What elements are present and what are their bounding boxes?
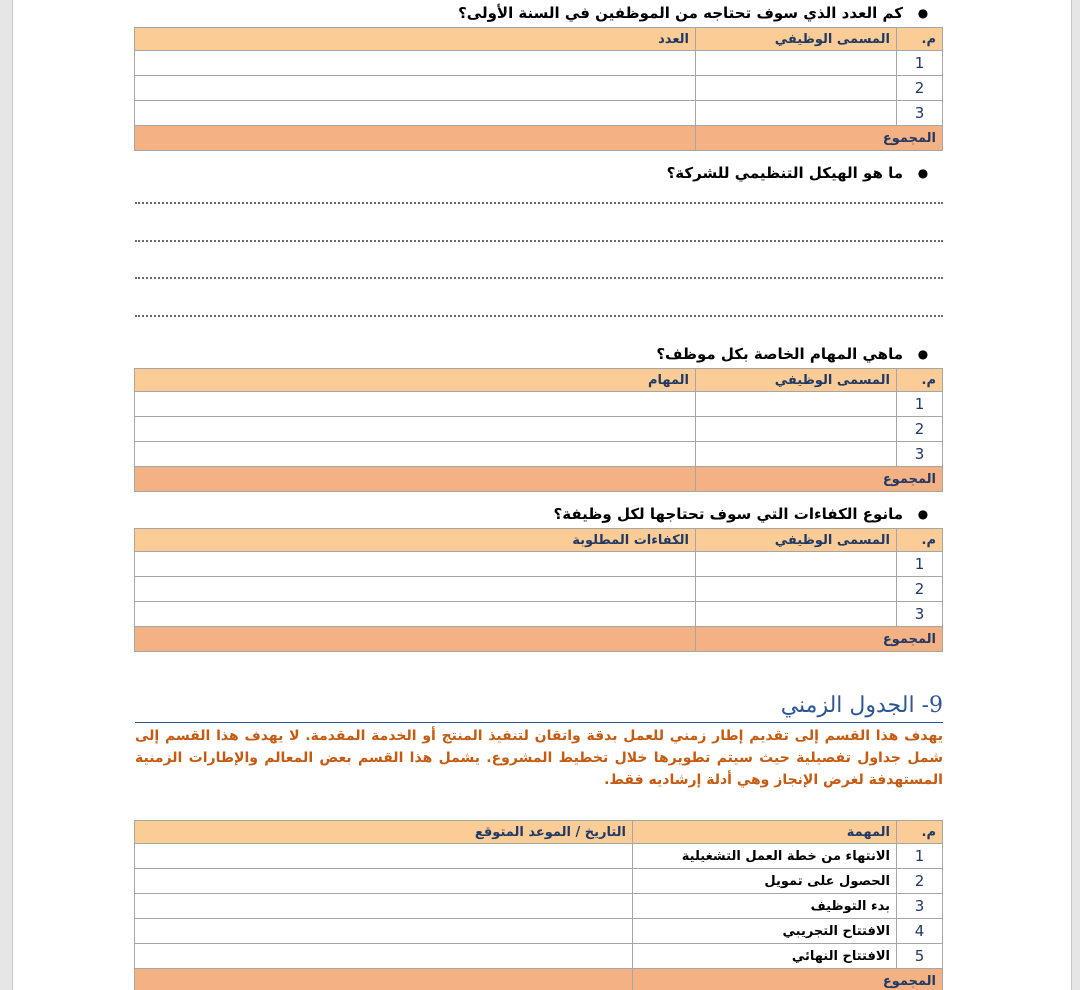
- timeline-description: يهدف هذا القسم إلى تقديم إطار زمني للعمل بدقة واتقان لتنفيذ المنتج أو الخدمة المقدمة. لا يهدف هذا القسم إلى شمل جداول تفصيلية حيث سيتم تطويرها خلال تخطيط المشروع. يشمل هذا القسم بعض المعالم والإطارات الزمنية المستهدفة لغرض الإنجاز وهي أدلة إرشاديه فقط.: [135, 728, 943, 788]
- row-number: 2: [897, 869, 943, 894]
- tasks-table: [134, 368, 943, 492]
- header-cell-date: التاريخ / الموعد المتوقع: [135, 821, 633, 844]
- structure-question: [135, 161, 943, 185]
- table-cell[interactable]: [135, 577, 696, 602]
- table-row: [135, 51, 943, 76]
- timeline-heading: [135, 684, 943, 723]
- bullet-icon: ●: [917, 507, 929, 521]
- table-cell[interactable]: [696, 417, 897, 442]
- table-row: [135, 392, 943, 417]
- row-number: 3: [897, 442, 943, 467]
- total-value-cell[interactable]: [135, 467, 696, 492]
- table-cell[interactable]: [696, 101, 897, 126]
- total-label: المجموع: [633, 969, 943, 990]
- header-cell-task: المهمة: [633, 821, 897, 844]
- document-page: [12, 0, 1072, 990]
- total-label: المجموع: [696, 627, 943, 652]
- table-cell[interactable]: [135, 392, 696, 417]
- table-cell[interactable]: [696, 392, 897, 417]
- header-cell-job-title: المسمى الوظيفي: [696, 529, 897, 552]
- date-cell[interactable]: [135, 894, 633, 919]
- table-cell[interactable]: [135, 51, 696, 76]
- answer-line[interactable]: [135, 202, 943, 204]
- skills-question-text: مانوع الكفاءات التي سوف تحتاجها لكل وظيفة؟: [553, 505, 903, 523]
- table-cell[interactable]: [135, 417, 696, 442]
- tasks-question-text: ماهي المهام الخاصة بكل موظف؟: [656, 345, 903, 363]
- row-number: 3: [897, 602, 943, 627]
- answer-line[interactable]: [135, 277, 943, 279]
- date-cell[interactable]: [135, 869, 633, 894]
- task-name: الافتتاح التجريبي: [633, 919, 897, 944]
- row-number: 3: [897, 101, 943, 126]
- table-row: [135, 417, 943, 442]
- table-header-row: [135, 369, 943, 392]
- skills-table: [134, 528, 943, 652]
- total-value-cell[interactable]: [135, 126, 696, 151]
- task-name: الحصول على تمويل: [633, 869, 897, 894]
- row-number: 2: [897, 577, 943, 602]
- table-cell[interactable]: [696, 51, 897, 76]
- row-number: 3: [897, 894, 943, 919]
- header-cell-skills: الكفاءات المطلوبة: [135, 529, 696, 552]
- table-header-row: [135, 821, 943, 844]
- total-value-cell[interactable]: [135, 969, 633, 990]
- table-cell[interactable]: [696, 602, 897, 627]
- table-row: [135, 869, 943, 894]
- total-label: المجموع: [696, 126, 943, 151]
- bullet-icon: ●: [917, 166, 929, 180]
- answer-line[interactable]: [135, 240, 943, 242]
- employees-question: [135, 1, 943, 25]
- table-row: [135, 844, 943, 869]
- total-row: [135, 969, 943, 990]
- row-number: 4: [897, 919, 943, 944]
- header-cell-index: م.: [897, 529, 943, 552]
- table-cell[interactable]: [696, 442, 897, 467]
- table-cell[interactable]: [696, 552, 897, 577]
- employees-table: [134, 27, 943, 151]
- date-cell[interactable]: [135, 844, 633, 869]
- employees-question-text: كم العدد الذي سوف تحتاجه من الموظفين في السنة الأولى؟: [458, 4, 903, 22]
- table-row: [135, 602, 943, 627]
- timeline-table: [134, 820, 943, 990]
- table-header-row: [135, 529, 943, 552]
- table-cell[interactable]: [135, 442, 696, 467]
- table-cell[interactable]: [135, 552, 696, 577]
- bullet-icon: ●: [917, 6, 929, 20]
- table-cell[interactable]: [135, 602, 696, 627]
- table-cell[interactable]: [135, 101, 696, 126]
- total-row: [135, 627, 943, 652]
- task-name: الانتهاء من خطة العمل التشغيلية: [633, 844, 897, 869]
- table-cell[interactable]: [696, 577, 897, 602]
- row-number: 2: [897, 76, 943, 101]
- header-cell-index: م.: [897, 821, 943, 844]
- table-row: [135, 101, 943, 126]
- table-cell[interactable]: [696, 76, 897, 101]
- header-cell-count: العدد: [135, 28, 696, 51]
- bullet-icon: ●: [917, 347, 929, 361]
- row-number: 1: [897, 392, 943, 417]
- table-header-row: [135, 28, 943, 51]
- table-row: [135, 919, 943, 944]
- header-cell-job-title: المسمى الوظيفي: [696, 28, 897, 51]
- header-cell-job-title: المسمى الوظيفي: [696, 369, 897, 392]
- table-row: [135, 577, 943, 602]
- table-row: [135, 944, 943, 969]
- header-cell-index: م.: [897, 28, 943, 51]
- row-number: 1: [897, 552, 943, 577]
- total-row: [135, 467, 943, 492]
- row-number: 5: [897, 944, 943, 969]
- total-label: المجموع: [696, 467, 943, 492]
- tasks-question: [135, 342, 943, 366]
- table-cell[interactable]: [135, 76, 696, 101]
- structure-question-text: ما هو الهيكل التنظيمي للشركة؟: [666, 164, 903, 182]
- task-name: بدء التوظيف: [633, 894, 897, 919]
- table-row: [135, 894, 943, 919]
- date-cell[interactable]: [135, 919, 633, 944]
- row-number: 1: [897, 51, 943, 76]
- task-name: الافتتاح النهائي: [633, 944, 897, 969]
- row-number: 2: [897, 417, 943, 442]
- total-row: [135, 126, 943, 151]
- header-cell-tasks: المهام: [135, 369, 696, 392]
- table-row: [135, 76, 943, 101]
- answer-line[interactable]: [135, 315, 943, 317]
- table-row: [135, 552, 943, 577]
- row-number: 1: [897, 844, 943, 869]
- skills-question: [135, 502, 943, 526]
- date-cell[interactable]: [135, 944, 633, 969]
- header-cell-index: م.: [897, 369, 943, 392]
- timeline-heading-text: 9- الجدول الزمني: [780, 693, 943, 718]
- total-value-cell[interactable]: [135, 627, 696, 652]
- table-row: [135, 442, 943, 467]
